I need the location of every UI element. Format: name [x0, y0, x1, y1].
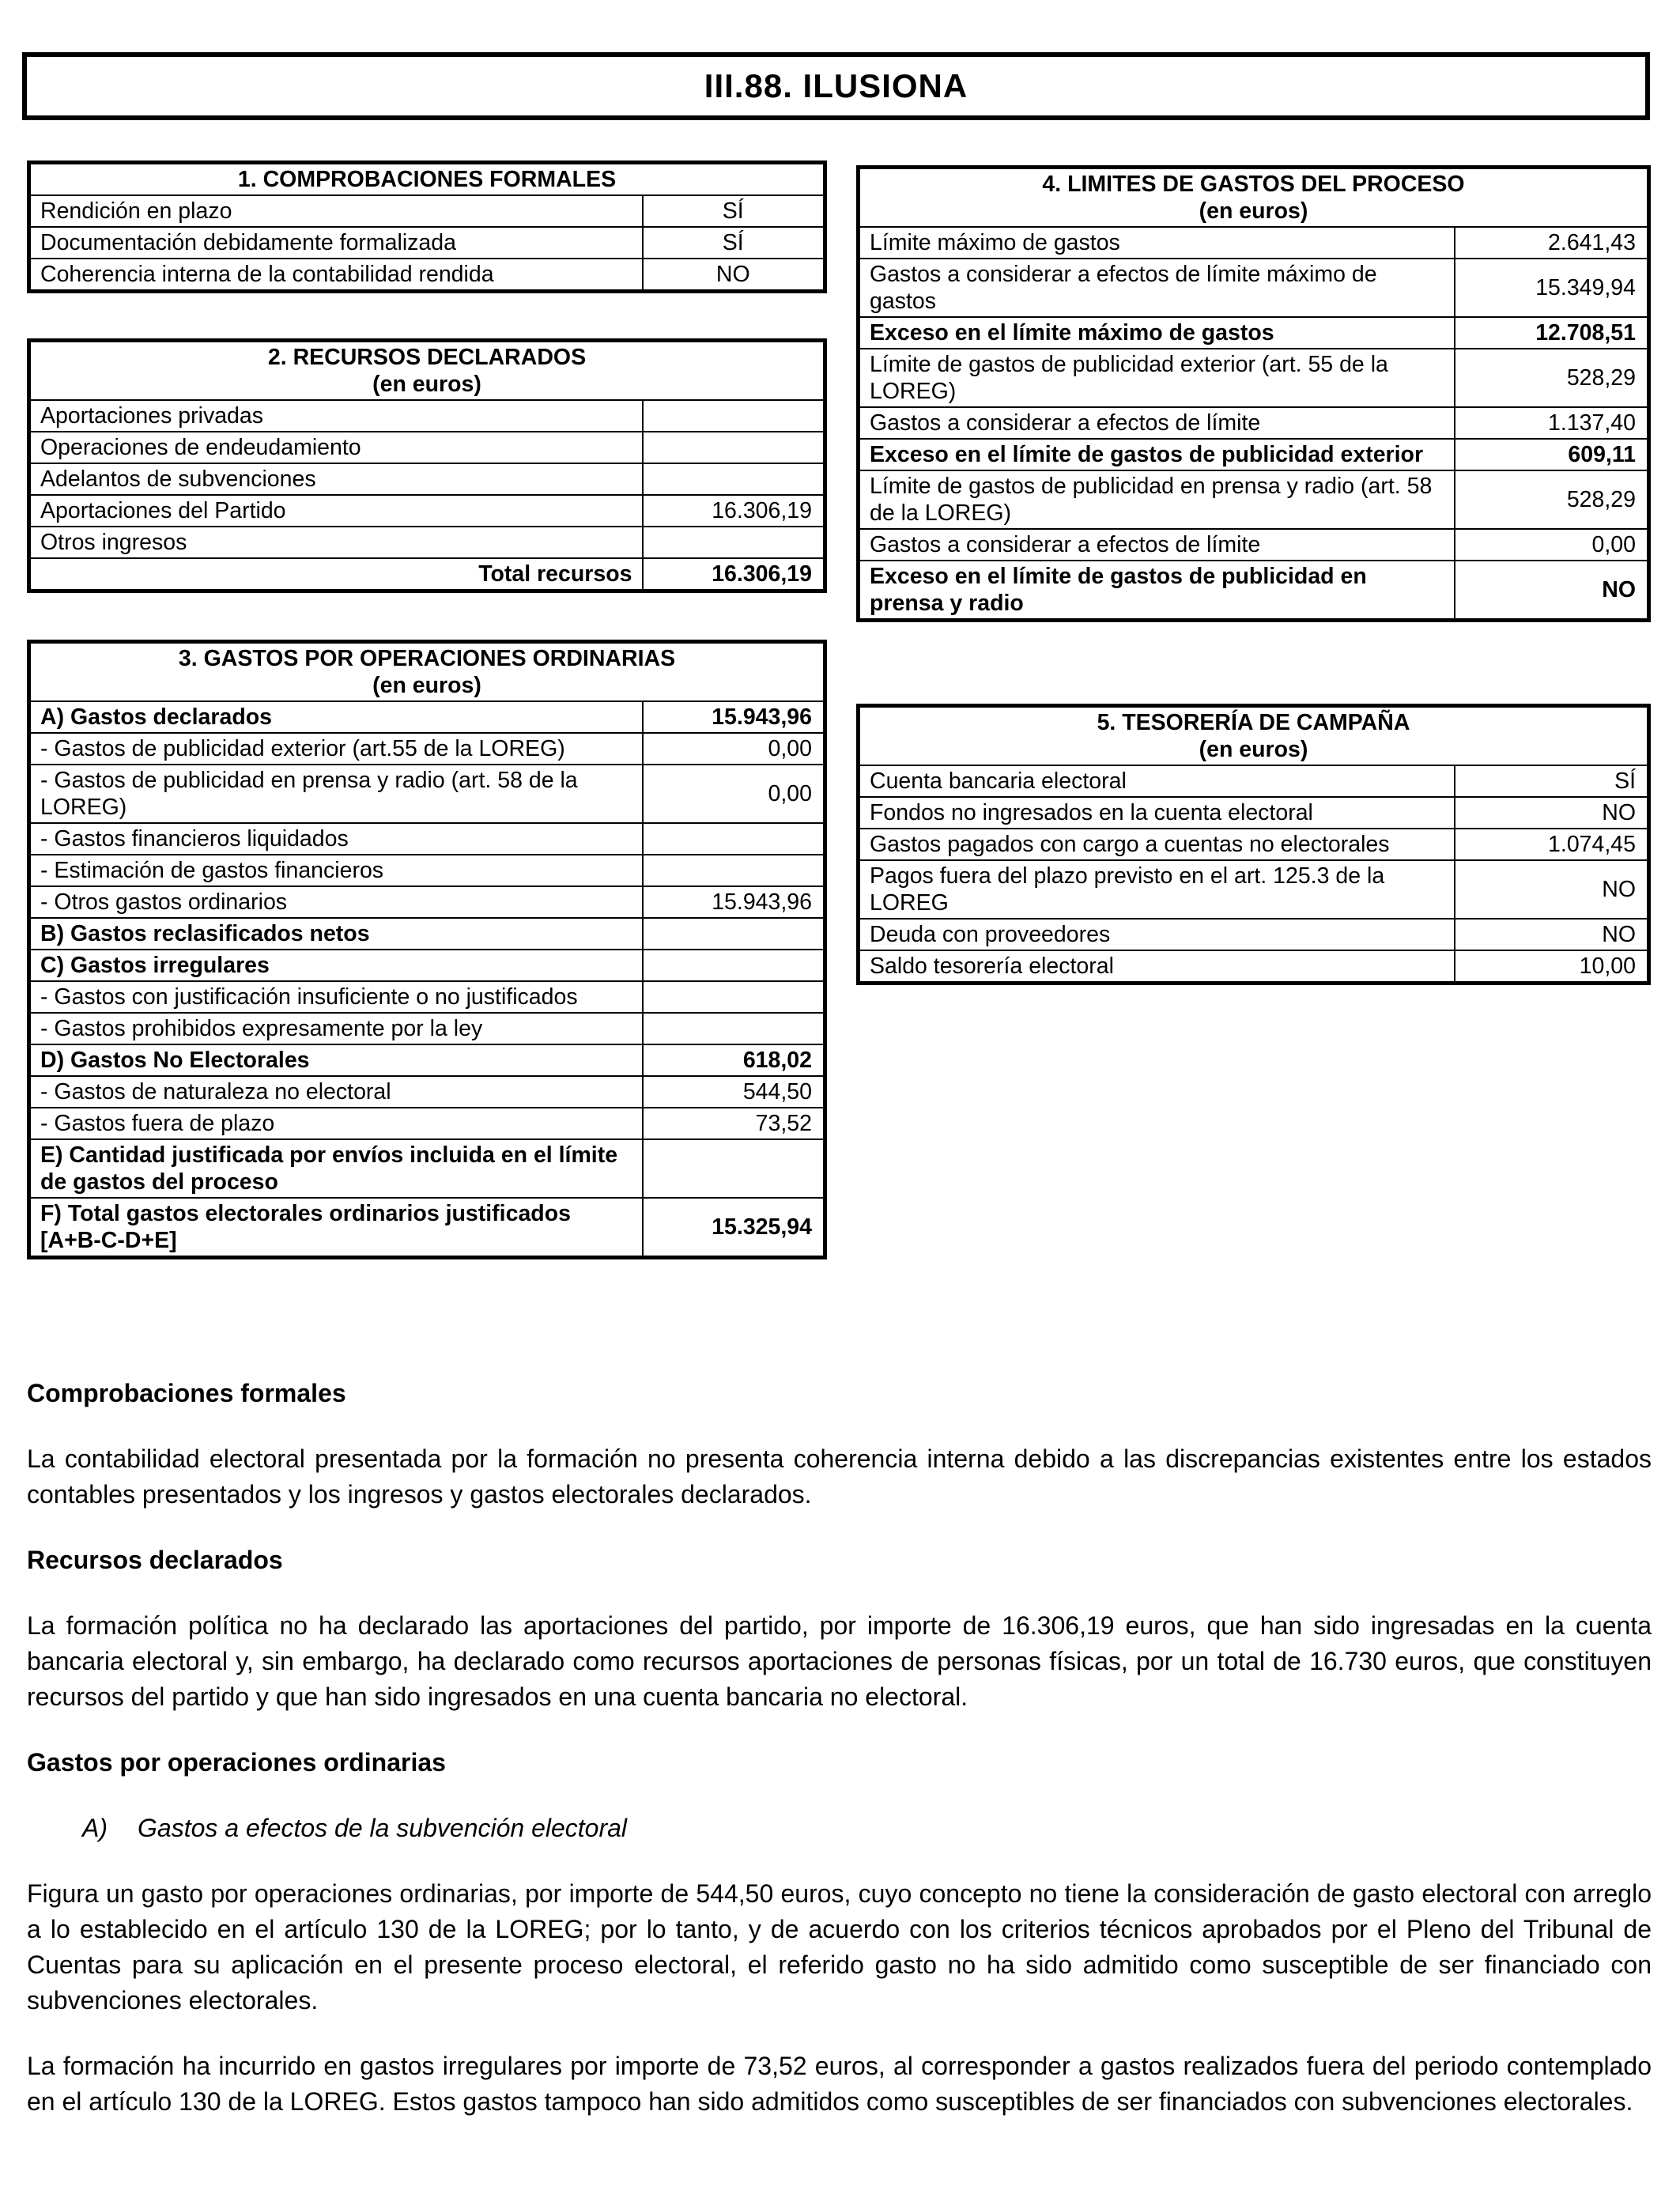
row-value: 1.137,40 — [1455, 407, 1649, 439]
table-row — [29, 765, 825, 823]
row-value: NO — [1455, 561, 1649, 621]
table-row — [29, 855, 825, 886]
table-row — [29, 432, 825, 463]
paragraph: La formación ha incurrido en gastos irregulares por importe de 73,52 euros, al corresponder a gastos realizados fuera del periodo contemplado en el artículo 130 de la LOREG. Estos gastos tampoco han sido admitidos como susceptibles de ser financiados con subvenciones electorales. — [27, 2052, 1652, 2116]
row-value: 544,50 — [643, 1076, 825, 1108]
row-value — [643, 1013, 825, 1044]
table-row — [29, 823, 825, 855]
table-row — [859, 950, 1649, 984]
page-title: III.88. ILUSIONA — [22, 52, 1650, 120]
table-row — [29, 527, 825, 558]
row-value — [643, 918, 825, 950]
table-row — [29, 981, 825, 1013]
row-label: Documentación debidamente formalizada — [29, 227, 643, 259]
row-label: Rendición en plazo — [29, 195, 643, 227]
table-header-title: 4. LIMITES DE GASTOS DEL PROCESO — [1042, 172, 1465, 197]
paragraph: La contabilidad electoral presentada por la formación no presenta coherencia interna debido a las discrepancias existentes entre los estados contables presentados y los ingresos y gastos electorales declarados. — [27, 1444, 1652, 1509]
total-value: 16.306,19 — [643, 558, 825, 591]
table-row — [29, 259, 825, 292]
table-row — [29, 886, 825, 918]
row-label: Gastos a considerar a efectos de límite — [859, 407, 1455, 439]
row-value: 528,29 — [1455, 349, 1649, 407]
row-value: 609,11 — [1455, 439, 1649, 470]
table-body — [29, 701, 825, 1258]
table-comprobaciones-formales — [27, 160, 827, 293]
row-label: Pagos fuera del plazo previsto en el art. 125.3 de la LOREG — [859, 860, 1455, 919]
row-value: 15.943,96 — [643, 701, 825, 733]
row-label: Exceso en el límite máximo de gastos — [859, 317, 1455, 349]
row-value — [643, 981, 825, 1013]
section-heading: Gastos por operaciones ordinarias — [27, 1748, 446, 1777]
table-row — [29, 701, 825, 733]
table-row — [29, 463, 825, 495]
table-header — [859, 168, 1649, 228]
row-value: 12.708,51 — [1455, 317, 1649, 349]
row-value — [643, 855, 825, 886]
total-label: Total recursos — [29, 558, 643, 591]
table-header — [859, 706, 1649, 766]
table-row — [29, 1139, 825, 1198]
row-label: Fondos no ingresados en la cuenta electoral — [859, 797, 1455, 829]
row-label: Límite de gastos de publicidad exterior (art. 55 de la LOREG) — [859, 349, 1455, 407]
row-value: 0,00 — [643, 733, 825, 765]
row-value — [643, 950, 825, 981]
row-value: 16.306,19 — [643, 495, 825, 527]
table-row — [859, 797, 1649, 829]
table-row — [859, 919, 1649, 950]
row-label: E) Cantidad justificada por envíos incluida en el límite de gastos del proceso — [29, 1139, 643, 1198]
row-label: Adelantos de subvenciones — [29, 463, 643, 495]
table-body — [859, 227, 1649, 621]
section-heading: Recursos declarados — [27, 1546, 283, 1574]
row-label: - Gastos prohibidos expresamente por la ley — [29, 1013, 643, 1044]
row-label: Otros ingresos — [29, 527, 643, 558]
subsection-letter: A) — [82, 1814, 108, 1842]
row-label: - Gastos fuera de plazo — [29, 1108, 643, 1139]
row-value — [643, 1139, 825, 1198]
table-row — [29, 1044, 825, 1076]
table-header-unit: (en euros) — [372, 372, 481, 397]
row-label: - Gastos de naturaleza no electoral — [29, 1076, 643, 1108]
table-row — [29, 195, 825, 227]
table-header-unit: (en euros) — [1199, 737, 1308, 762]
table-row — [859, 529, 1649, 561]
row-label: - Estimación de gastos financieros — [29, 855, 643, 886]
table-body — [29, 400, 825, 558]
row-value: 15.349,94 — [1455, 259, 1649, 317]
table-body — [859, 765, 1649, 984]
table-row — [859, 765, 1649, 797]
row-label: - Gastos de publicidad exterior (art.55 de la LOREG) — [29, 733, 643, 765]
table-header-title: 2. RECURSOS DECLARADOS — [267, 345, 587, 370]
table-row — [29, 918, 825, 950]
table-row — [859, 439, 1649, 470]
body-text — [27, 1376, 1652, 2120]
row-label: F) Total gastos electorales ordinarios justificados [A+B-C-D+E] — [29, 1198, 643, 1258]
row-value: 528,29 — [1455, 470, 1649, 529]
paragraph: Figura un gasto por operaciones ordinarias, por importe de 544,50 euros, cuyo concepto no tiene la consideración de gasto electoral con arreglo a lo establecido en el artículo 130 de la LOREG; por lo tanto, y de acuerdo con los criterios técnicos aprobados por el Pleno del Tribunal de Cuentas para su aplicación en el presente proceso electoral, el referido gasto no ha sido admitido como susceptible de ser financiado con subvenciones electorales. — [27, 1879, 1652, 2015]
row-value: 0,00 — [643, 765, 825, 823]
row-value: 15.325,94 — [643, 1198, 825, 1258]
row-value: NO — [1455, 797, 1649, 829]
table-row — [859, 561, 1649, 621]
row-label: C) Gastos irregulares — [29, 950, 643, 981]
row-label: Aportaciones privadas — [29, 400, 643, 432]
table-tesoreria-campana — [856, 704, 1651, 985]
row-label: Operaciones de endeudamiento — [29, 432, 643, 463]
row-value: 2.641,43 — [1455, 227, 1649, 259]
row-label: - Gastos con justificación insuficiente o no justificados — [29, 981, 643, 1013]
table-gastos-ordinarios — [27, 640, 827, 1259]
table-body — [29, 195, 825, 292]
row-label: Cuenta bancaria electoral — [859, 765, 1455, 797]
table-header — [29, 341, 825, 401]
table-header — [29, 642, 825, 702]
row-label: - Otros gastos ordinarios — [29, 886, 643, 918]
row-label: Coherencia interna de la contabilidad rendida — [29, 259, 643, 292]
table-header-title: 3. GASTOS POR OPERACIONES ORDINARIAS — [178, 646, 676, 671]
table-limites-gastos — [856, 165, 1651, 622]
row-value: SÍ — [643, 227, 825, 259]
subsection-heading — [82, 1811, 1652, 1846]
row-value: SÍ — [1455, 765, 1649, 797]
table-row — [859, 317, 1649, 349]
row-value: NO — [1455, 860, 1649, 919]
table-row — [859, 829, 1649, 860]
row-value: 618,02 — [643, 1044, 825, 1076]
row-label: Límite máximo de gastos — [859, 227, 1455, 259]
paragraph: La formación política no ha declarado las aportaciones del partido, por importe de 16.306,19 euros, que han sido ingresadas en la cuenta bancaria electoral y, sin embargo, ha declarado como recursos aportaciones de personas físicas, por un total de 16.730 euros, que constituyen recursos del partido y que han sido ingresados en una cuenta bancaria no electoral. — [27, 1611, 1652, 1711]
table-row — [859, 349, 1649, 407]
table-row — [859, 227, 1649, 259]
row-value: 0,00 — [1455, 529, 1649, 561]
table-row — [29, 495, 825, 527]
row-value: NO — [643, 259, 825, 292]
row-label: Límite de gastos de publicidad en prensa y radio (art. 58 de la LOREG) — [859, 470, 1455, 529]
row-label: B) Gastos reclasificados netos — [29, 918, 643, 950]
row-label: Deuda con proveedores — [859, 919, 1455, 950]
row-label: Exceso en el límite de gastos de publicidad en prensa y radio — [859, 561, 1455, 621]
table-row — [29, 1013, 825, 1044]
row-value — [643, 432, 825, 463]
table-header: 1. COMPROBACIONES FORMALES — [29, 163, 825, 196]
row-value: 15.943,96 — [643, 886, 825, 918]
row-label: - Gastos financieros liquidados — [29, 823, 643, 855]
table-row — [859, 860, 1649, 919]
table-row — [29, 950, 825, 981]
row-value — [643, 463, 825, 495]
table-row — [29, 1076, 825, 1108]
table-row — [29, 1198, 825, 1258]
row-value: 10,00 — [1455, 950, 1649, 984]
table-row — [859, 470, 1649, 529]
table-row — [859, 259, 1649, 317]
section-heading: Comprobaciones formales — [27, 1379, 346, 1407]
row-label: D) Gastos No Electorales — [29, 1044, 643, 1076]
row-value — [643, 400, 825, 432]
table-row — [859, 407, 1649, 439]
table-row — [29, 733, 825, 765]
table-recursos-declarados — [27, 338, 827, 593]
row-value: 1.074,45 — [1455, 829, 1649, 860]
row-label: Gastos a considerar a efectos de límite máximo de gastos — [859, 259, 1455, 317]
table-header-unit: (en euros) — [1199, 198, 1308, 224]
row-value: NO — [1455, 919, 1649, 950]
table-header-title: 5. TESORERÍA DE CAMPAÑA — [1097, 710, 1410, 735]
row-label: Gastos a considerar a efectos de límite — [859, 529, 1455, 561]
row-label: Gastos pagados con cargo a cuentas no electorales — [859, 829, 1455, 860]
row-value: SÍ — [643, 195, 825, 227]
row-value: 73,52 — [643, 1108, 825, 1139]
subsection-title: Gastos a efectos de la subvención electoral — [138, 1814, 628, 1842]
row-label: Exceso en el límite de gastos de publicidad exterior — [859, 439, 1455, 470]
row-value — [643, 823, 825, 855]
row-label: A) Gastos declarados — [29, 701, 643, 733]
row-label: Saldo tesorería electoral — [859, 950, 1455, 984]
table-row — [29, 1108, 825, 1139]
row-label: - Gastos de publicidad en prensa y radio (art. 58 de la LOREG) — [29, 765, 643, 823]
table-header-unit: (en euros) — [372, 673, 481, 698]
row-value — [643, 527, 825, 558]
table-row — [29, 227, 825, 259]
row-label: Aportaciones del Partido — [29, 495, 643, 527]
table-row — [29, 400, 825, 432]
